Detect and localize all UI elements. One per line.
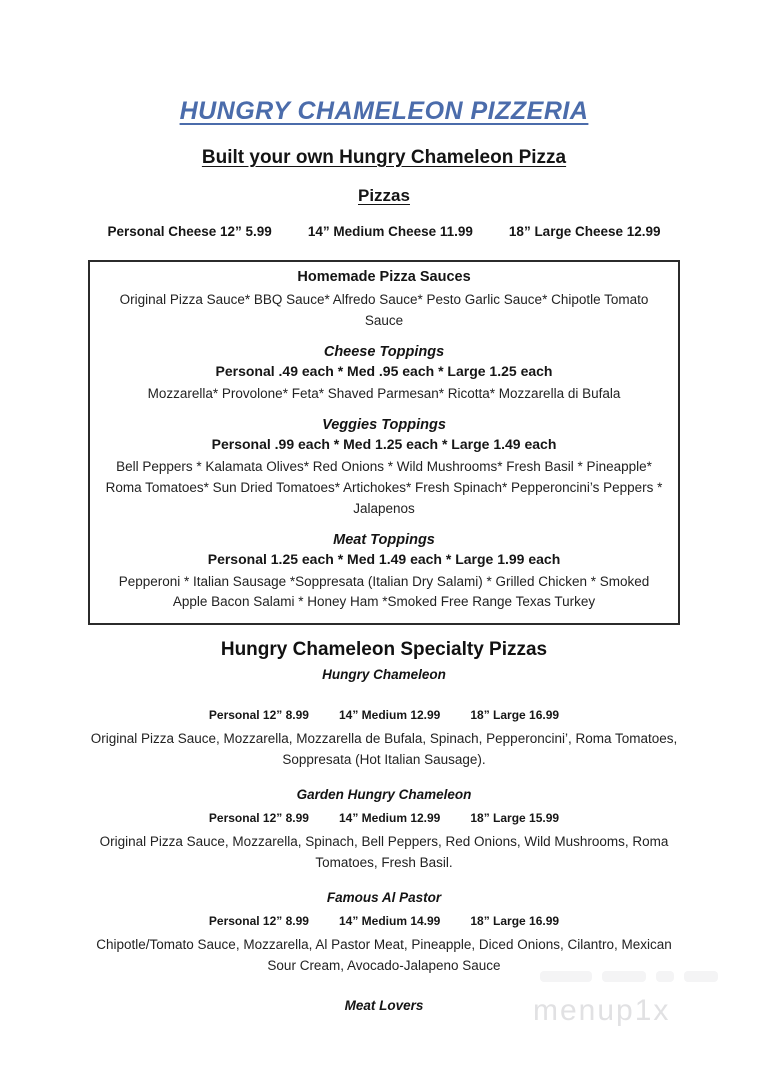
pizza-price-row (0, 708, 768, 722)
price-item-personal: Personal 12” 8.99 (208, 708, 309, 723)
pizza-name-meat-lovers: Meat Lovers (344, 997, 424, 1013)
price-item-medium: 14” Medium 14.99 (338, 914, 441, 929)
sauces-list: Original Pizza Sauce* BBQ Sauce* Alfredo Sauce* Pesto Garlic Sauce* Chipotle Tomato Sauce (119, 292, 649, 328)
veggies-toppings-prices: Personal .99 each * Med 1.25 each * Large 1.49 each (211, 435, 557, 452)
price-item-personal-cheese: Personal Cheese 12” 5.99 (107, 224, 272, 239)
meat-toppings-items: Pepperoni * Italian Sausage *Soppresata (Italian Dry Salami) * Grilled Chicken * Smoked Apple Bacon Salami * Honey Ham *Smoked Free Range Texas Turkey (118, 573, 650, 610)
watermark-artifact (540, 971, 718, 982)
pizza-name-hungry-chameleon: Hungry Chameleon (322, 667, 446, 683)
sauces-title: Homemade Pizza Sauces (297, 269, 471, 285)
price-item-large-cheese: 18” Large Cheese 12.99 (508, 224, 661, 239)
pizza-description: Original Pizza Sauce, Mozzarella, Mozzarella de Bufala, Spinach, Pepperoncini’, Roma Tomatoes, Soppresata (Hot Italian Sausage). (90, 731, 678, 768)
pizza-name-famous-al-pastor: Famous Al Pastor (326, 890, 442, 906)
pizzas-section-heading: Pizzas (358, 186, 410, 205)
cheese-toppings-title: Cheese Toppings (323, 343, 445, 360)
price-item-medium: 14” Medium 12.99 (338, 811, 441, 826)
toppings-box (88, 260, 680, 625)
price-item-personal: Personal 12” 8.99 (208, 811, 309, 826)
veggies-toppings-title: Veggies Toppings (322, 416, 446, 433)
price-item-medium-cheese: 14” Medium Cheese 11.99 (307, 224, 473, 239)
cheese-toppings-prices: Personal .49 each * Med .95 each * Large 1.25 each (215, 362, 553, 379)
meat-toppings-title: Meat Toppings (333, 531, 435, 548)
price-item-large: 18” Large 16.99 (470, 914, 560, 929)
veggies-toppings-items: Bell Peppers * Kalamata Olives* Red Onions * Wild Mushrooms* Fresh Basil * Pineapple* Roma Tomatoes* Sun Dried Tomatoes* Artichokes* Fresh Spinach* Pepperoncini’s Peppers * Jalapenos (105, 458, 663, 516)
pizza-name-garden-hungry-chameleon: Garden Hungry Chameleon (296, 787, 472, 803)
price-item-large: 18” Large 15.99 (470, 811, 560, 826)
price-item-large: 18” Large 16.99 (470, 708, 560, 723)
menu-page (0, 97, 768, 1091)
menu-subtitle: Built your own Hungry Chameleon Pizza (201, 147, 567, 168)
price-item-personal: Personal 12” 8.99 (208, 914, 309, 929)
cheese-toppings-items: Mozzarella* Provolone* Feta* Shaved Parmesan* Ricotta* Mozzarella di Bufala (147, 385, 621, 401)
cheese-pizza-price-row (0, 224, 768, 239)
meat-toppings-prices: Personal 1.25 each * Med 1.49 each * Large 1.99 each (207, 550, 561, 567)
menupix-watermark: menup1x (533, 994, 671, 1027)
restaurant-title: HUNGRY CHAMELEON PIZZERIA (179, 97, 589, 125)
price-item-medium: 14” Medium 12.99 (338, 708, 441, 723)
pizza-description: Chipotle/Tomato Sauce, Mozzarella, Al Pastor Meat, Pineapple, Diced Onions, Cilantro, Mexican Sour Cream, Avocado-Jalapeno Sauce (96, 937, 672, 973)
pizza-description: Original Pizza Sauce, Mozzarella, Spinach, Bell Peppers, Red Onions, Wild Mushrooms, Roma Tomatoes, Fresh Basil. (99, 834, 669, 871)
pizza-price-row (0, 914, 768, 928)
pizza-price-row (0, 811, 768, 825)
specialty-pizzas-heading: Hungry Chameleon Specialty Pizzas (220, 639, 548, 661)
